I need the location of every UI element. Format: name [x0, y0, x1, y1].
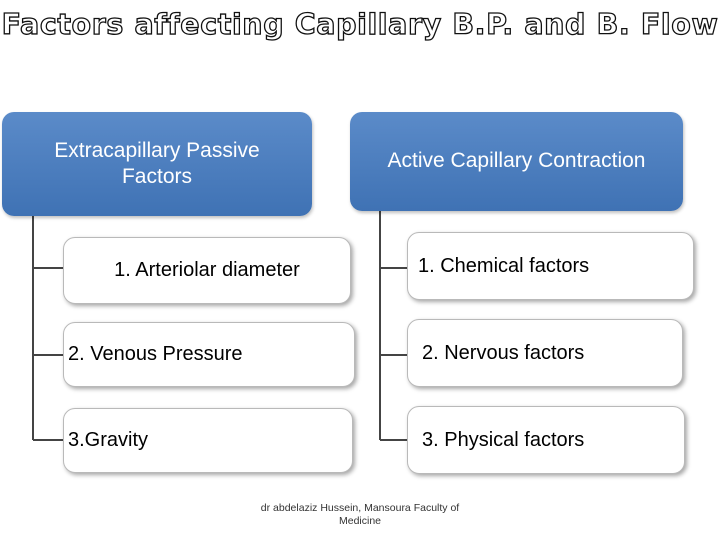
slide-title: Factors affecting Capillary B.P. and B. Flow: [1, 8, 719, 41]
passive-item-1: [63, 237, 351, 304]
passive-item-1-label: 1. Arteriolar diameter: [114, 259, 300, 281]
passive-item-2-label: 2. Venous Pressure: [68, 343, 243, 365]
passive-header-line2: Factors: [121, 165, 192, 188]
active-header-label: Active Capillary Contraction: [387, 149, 646, 173]
active-contraction-header: [350, 112, 683, 211]
active-item-3: [407, 406, 685, 474]
passive-item-3: [63, 408, 353, 473]
active-item-1-label: 1. Chemical factors: [418, 255, 590, 277]
active-item-3-label: 3. Physical factors: [422, 428, 585, 451]
active-item-2: [407, 319, 683, 387]
footer-credit: dr abdelaziz Hussein, Mansoura Faculty of Medicine: [260, 502, 460, 528]
active-item-2-label: 2. Nervous factors: [422, 341, 585, 364]
passive-factors-header: [2, 112, 312, 216]
passive-item-3-label: 3.Gravity: [68, 429, 149, 451]
passive-header-line1: Extracapillary Passive: [54, 138, 260, 162]
active-item-1: [407, 232, 694, 300]
passive-item-2: [63, 322, 355, 387]
